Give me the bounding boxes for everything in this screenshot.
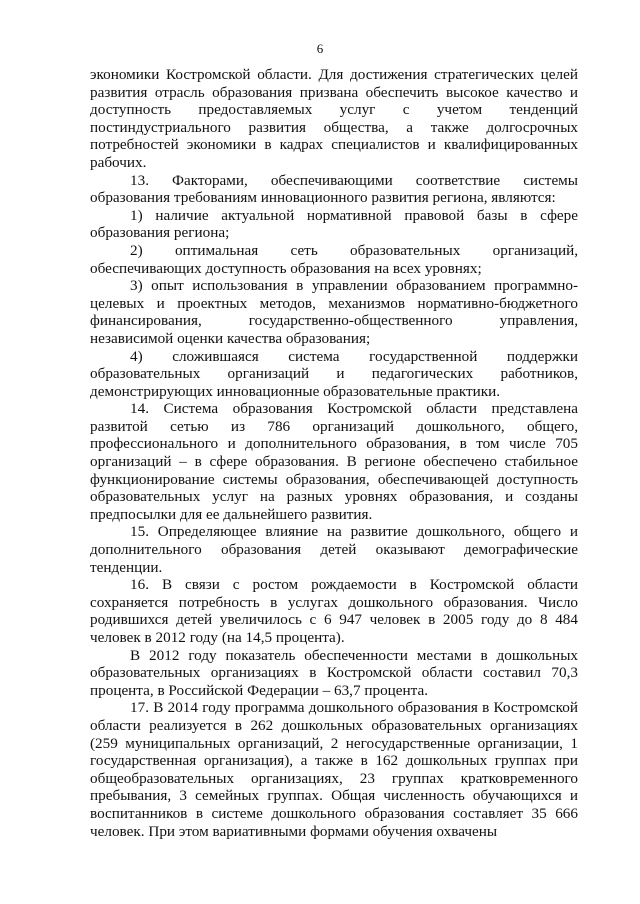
- page-number: 6: [316, 41, 324, 56]
- paragraph-17: 17. В 2014 году программа дошкольного образования в Костромской области реализуется в 262 дошкольных образовательных организациях (259 муниципальных организаций, 2 негосударственные организации, 1 государственная организация), а также в 162 дошкольных группах при общеобразовательных организациях, 23 группах кратковременного пребывания, 3 семейных группах. Общая численность обучающихся и воспитанников в системе дошкольного образования составляет 35 666 человек. При этом вариативными формами обучения охвачены: [90, 699, 578, 840]
- list-item-2: 2) оптимальная сеть образовательных организаций, обеспечивающих доступность образования на всех уровнях;: [90, 241, 578, 277]
- list-item-4: 4) сложившаяся система государственной поддержки образовательных организаций и педагогических работников, демонстрирующих инновационные образовательные практики.: [90, 347, 578, 400]
- paragraph-16: 16. В связи с ростом рождаемости в Костромской области сохраняется потребность в услугах дошкольного образования. Число родившихся детей увеличилось с 6 947 человек в 2005 году до 8 484 человек в 2012 году (на 14,5 процента).: [90, 576, 578, 646]
- document-body: [90, 66, 578, 840]
- paragraph-15: 15. Определяющее влияние на развитие дошкольного, общего и дополнительного образования детей оказывают демографические тенденции.: [90, 523, 578, 576]
- list-item-1: 1) наличие актуальной нормативной правовой базы в сфере образования региона;: [90, 206, 578, 242]
- paragraph-14: 14. Система образования Костромской области представлена развитой сетью из 786 организаций дошкольного, общего, профессионального и дополнительного образования, в том числе 705 организаций – в сфере образования. В регионе обеспечено стабильное функционирование системы образования, обеспечивающей доступность образовательных услуг на разных уровнях образования, и созданы предпосылки для ее дальнейшего развития.: [90, 400, 578, 523]
- paragraph-continuation: экономики Костромской области. Для достижения стратегических целей развития отрасль образования призвана обеспечить высокое качество и доступность предоставляемых услуг с учетом тенденций постиндустриального развития общества, а также долгосрочных потребностей экономики в кадрах специалистов и квалифицированных рабочих.: [90, 66, 578, 171]
- list-item-3: 3) опыт использования в управлении образованием программно-целевых и проектных методов, механизмов нормативно-бюджетного финансирования, государственно-общественного управления, независимой оценки качества образования;: [90, 277, 578, 347]
- paragraph-16-continued: В 2012 году показатель обеспеченности местами в дошкольных образовательных организациях в Костромской области составил 70,3 процента, в Российской Федерации – 63,7 процента.: [90, 646, 578, 699]
- paragraph-13: 13. Факторами, обеспечивающими соответствие системы образования требованиям инновационного развития региона, являются:: [90, 171, 578, 207]
